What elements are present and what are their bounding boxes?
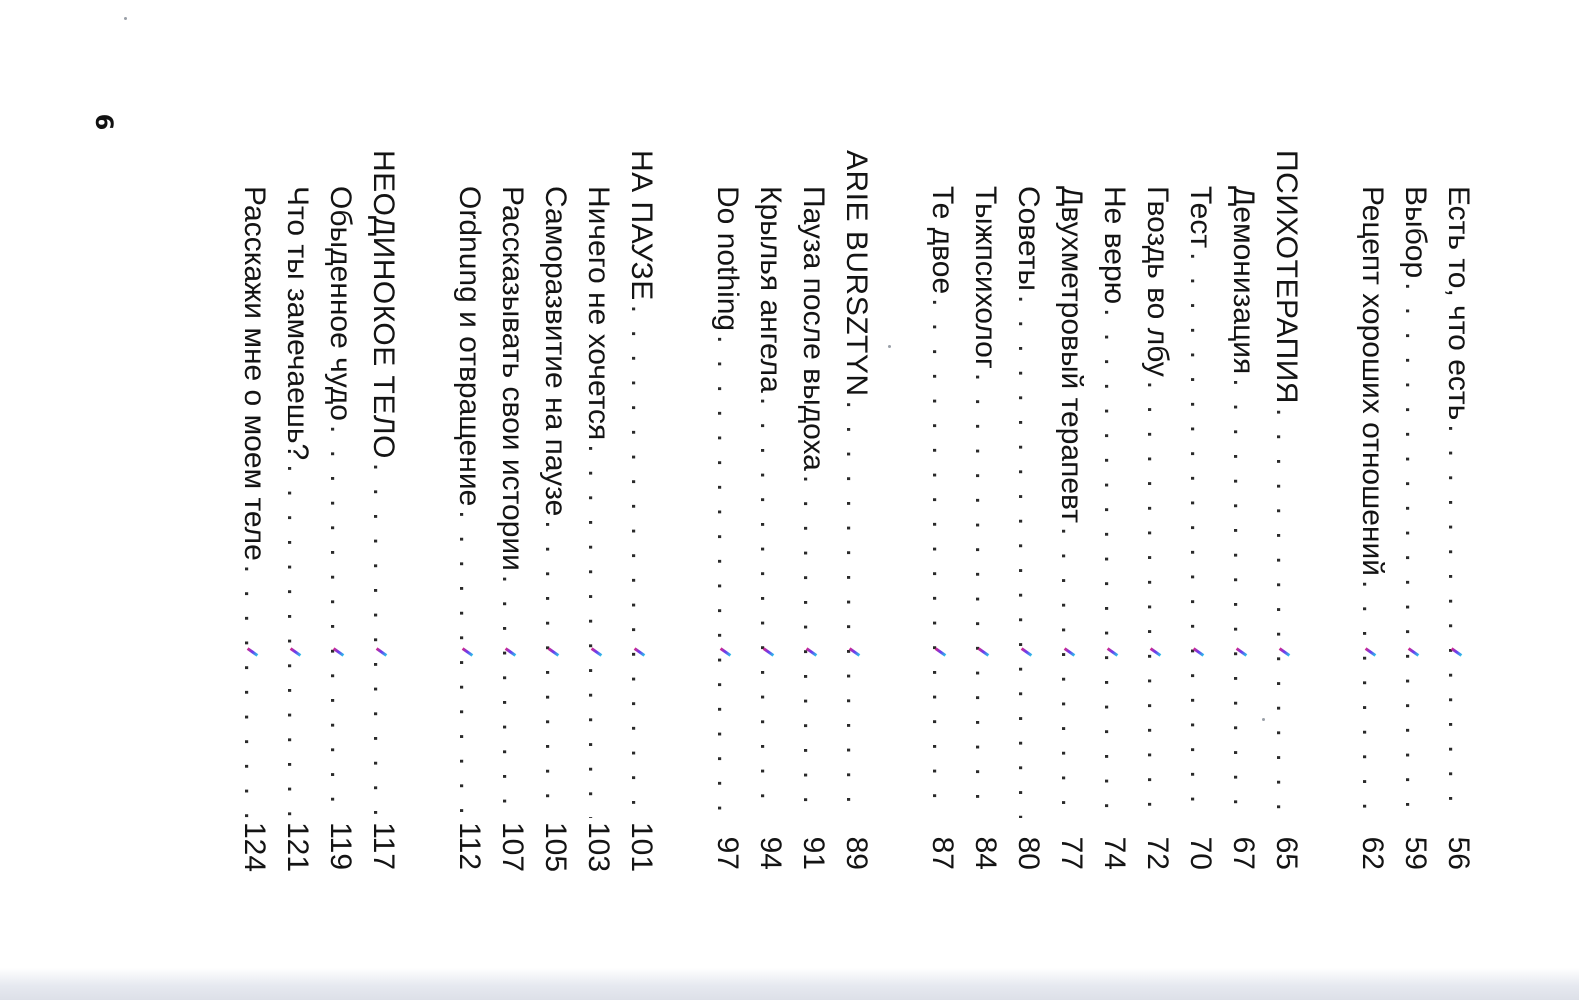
color-tick-mark xyxy=(548,647,560,656)
dot-leader xyxy=(448,510,491,818)
color-tick-mark xyxy=(1279,647,1291,656)
toc-entry xyxy=(491,150,534,873)
toc-entry-title: НЕОДИНОКОЕ ТЕЛО xyxy=(367,150,400,459)
toc-entry xyxy=(1394,150,1437,870)
color-tick-mark xyxy=(462,647,474,656)
toc-entry-page: 87 xyxy=(926,836,959,870)
color-tick-mark xyxy=(505,647,517,656)
dot-leader xyxy=(233,565,276,818)
dot-leader xyxy=(706,335,749,818)
dot-leader xyxy=(835,401,878,818)
dot-leader xyxy=(1265,408,1308,818)
color-tick-mark xyxy=(1408,647,1420,656)
toc-entry-page: 56 xyxy=(1442,836,1475,870)
color-tick-mark xyxy=(849,647,861,656)
color-tick-mark xyxy=(935,647,947,656)
scan-speck xyxy=(124,17,127,20)
toc-entry-title: Расскажи мне о моем теле xyxy=(238,186,271,561)
toc-entry-page: 101 xyxy=(625,822,658,873)
page-number: 6 xyxy=(90,113,118,131)
dot-leader xyxy=(620,305,663,818)
toc-entry-title: Те двое xyxy=(926,186,959,295)
toc-entry-title: Саморазвитие на паузе xyxy=(539,186,572,517)
toc-entry-page: 119 xyxy=(324,822,357,870)
toc-entry-page: 89 xyxy=(840,836,873,870)
page-edge-shadow xyxy=(0,968,1579,1000)
toc-entry-page: 70 xyxy=(1184,836,1217,870)
toc-entry-page: 112 xyxy=(453,822,486,870)
table-of-contents xyxy=(233,150,1480,873)
toc-entry-page: 59 xyxy=(1399,836,1432,870)
color-tick-mark xyxy=(806,647,818,656)
color-tick-mark xyxy=(591,647,603,656)
toc-section-heading xyxy=(362,150,405,870)
color-tick-mark xyxy=(978,647,990,656)
section-gap xyxy=(663,150,706,870)
color-tick-mark xyxy=(1064,647,1076,656)
toc-entry xyxy=(534,150,577,873)
toc-entry-title: Тыжпсихолог xyxy=(969,186,1002,369)
toc-entry-title: Советы xyxy=(1012,186,1045,291)
dot-leader xyxy=(1351,580,1394,818)
dot-leader xyxy=(491,575,534,818)
toc-entry-title: Не верю xyxy=(1098,186,1131,305)
toc-section-heading xyxy=(835,150,878,870)
color-tick-mark xyxy=(247,647,259,656)
dot-leader xyxy=(1093,308,1136,818)
color-tick-mark xyxy=(634,647,646,656)
toc-entry-title: НА ПАУЗЕ xyxy=(625,150,658,301)
dot-leader xyxy=(1179,252,1222,818)
toc-entry-page: 107 xyxy=(496,822,529,873)
color-tick-mark xyxy=(763,647,775,656)
toc-entry-page: 124 xyxy=(238,822,271,873)
toc-entry-page: 77 xyxy=(1055,836,1088,870)
toc-entry-page: 97 xyxy=(711,836,744,870)
toc-entry-title: Двухметровый терапевт xyxy=(1055,186,1088,524)
toc-entry xyxy=(233,150,276,873)
toc-entry-title: ARIE BURSZTYN xyxy=(840,150,873,397)
dot-leader xyxy=(1394,282,1437,818)
toc-entry xyxy=(1093,150,1136,870)
toc-entry xyxy=(1222,150,1265,870)
toc-entry xyxy=(1136,150,1179,870)
toc-entry xyxy=(1351,150,1394,870)
toc-entry-title: Пауза после выдоха xyxy=(797,186,830,471)
dot-leader xyxy=(1437,424,1480,818)
dot-leader xyxy=(577,444,620,818)
toc-entry-title: Крылья ангела xyxy=(754,186,787,393)
toc-entry-page: 62 xyxy=(1356,836,1389,870)
dot-leader xyxy=(1222,378,1265,818)
toc-entry-title: Ничего не хочется xyxy=(582,186,615,441)
toc-entry-page: 94 xyxy=(754,836,787,870)
toc-entry-page: 105 xyxy=(539,822,572,873)
toc-entry-page: 91 xyxy=(797,836,830,870)
color-tick-mark xyxy=(376,647,388,656)
dot-leader xyxy=(319,425,362,818)
toc-entry-title: Do nothing xyxy=(711,186,744,332)
toc-entry-page: 67 xyxy=(1227,836,1260,870)
dot-leader xyxy=(792,475,835,818)
dot-leader xyxy=(362,463,405,818)
dot-leader xyxy=(749,397,792,818)
toc-entry-title: Рецепт хороших отношений xyxy=(1356,186,1389,576)
toc-entry-page: 121 xyxy=(281,822,314,873)
dot-leader xyxy=(1007,295,1050,818)
dot-leader xyxy=(964,373,1007,818)
toc-entry xyxy=(1179,150,1222,870)
color-tick-mark xyxy=(290,647,302,656)
toc-entry xyxy=(706,150,749,870)
toc-entry xyxy=(749,150,792,870)
toc-entry xyxy=(792,150,835,870)
toc-entry-page: 74 xyxy=(1098,836,1131,870)
toc-entry-title: Есть то, что есть xyxy=(1442,186,1475,421)
toc-entry-page: 84 xyxy=(969,836,1002,870)
toc-entry-title: Гвоздь во лбу xyxy=(1141,186,1174,377)
section-gap xyxy=(1308,150,1351,870)
toc-entry-title: Демонизация xyxy=(1227,186,1260,375)
dot-leader xyxy=(534,520,577,818)
toc-entry xyxy=(319,150,362,870)
toc-entry-title: Тест xyxy=(1184,186,1217,249)
scan-speck xyxy=(888,345,891,348)
color-tick-mark xyxy=(1193,647,1205,656)
toc-section-heading xyxy=(620,150,663,873)
toc-entry-title: Ordnung и отвращение xyxy=(453,186,486,507)
dot-leader xyxy=(276,464,319,818)
color-tick-mark xyxy=(720,647,732,656)
color-tick-mark xyxy=(1236,647,1248,656)
toc-entry-title: Обыденное чудо xyxy=(324,186,357,421)
scan-speck xyxy=(1262,718,1265,721)
toc-entry xyxy=(964,150,1007,870)
toc-entry xyxy=(577,150,620,873)
section-gap xyxy=(405,150,448,870)
toc-entry xyxy=(1437,150,1480,870)
dot-leader xyxy=(921,298,964,818)
toc-entry xyxy=(276,150,319,873)
toc-entry-page: 65 xyxy=(1270,836,1303,870)
color-tick-mark xyxy=(1107,647,1119,656)
toc-entry-title: Выбор xyxy=(1399,186,1432,279)
toc-entry-page: 117 xyxy=(367,822,400,870)
color-tick-mark xyxy=(1365,647,1377,656)
toc-entry-title: Рассказывать свои истории xyxy=(496,186,529,571)
color-tick-mark xyxy=(1021,647,1033,656)
toc-section-heading xyxy=(1265,150,1308,870)
toc-entry-title: ПСИХОТЕРАПИЯ xyxy=(1270,150,1303,404)
toc-entry-page: 80 xyxy=(1012,836,1045,870)
dot-leader xyxy=(1136,381,1179,818)
toc-entry xyxy=(921,150,964,870)
toc-entry-page: 72 xyxy=(1141,836,1174,870)
color-tick-mark xyxy=(1451,647,1463,656)
toc-entry xyxy=(1050,150,1093,870)
section-gap xyxy=(878,150,921,870)
color-tick-mark xyxy=(1150,647,1162,656)
toc-entry-page: 103 xyxy=(582,822,615,873)
toc-entry xyxy=(1007,150,1050,870)
toc-entry xyxy=(448,150,491,870)
dot-leader xyxy=(1050,527,1093,818)
toc-entry-title: Что ты замечаешь? xyxy=(281,186,314,461)
color-tick-mark xyxy=(333,647,345,656)
